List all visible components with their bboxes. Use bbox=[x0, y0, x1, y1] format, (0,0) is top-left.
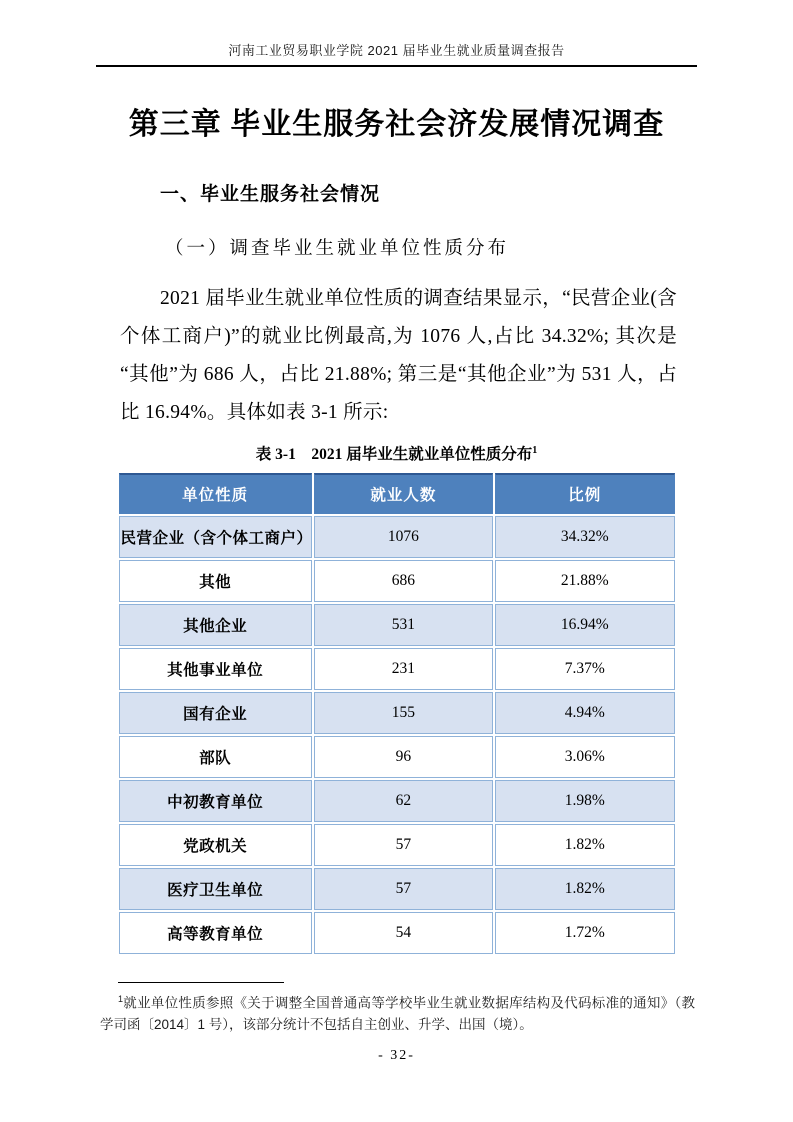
column-header-count: 就业人数 bbox=[314, 473, 493, 514]
unit-type-cell: 中初教育单位 bbox=[119, 780, 312, 822]
table-row bbox=[119, 560, 675, 602]
percentage-cell: 3.06% bbox=[495, 736, 674, 778]
count-cell: 54 bbox=[314, 912, 493, 954]
count-cell: 57 bbox=[314, 824, 493, 866]
percentage-cell: 21.88% bbox=[495, 560, 674, 602]
unit-type-cell: 其他 bbox=[119, 560, 312, 602]
count-cell: 531 bbox=[314, 604, 493, 646]
unit-type-cell: 其他企业 bbox=[119, 604, 312, 646]
table-row bbox=[119, 516, 675, 558]
count-cell: 231 bbox=[314, 648, 493, 690]
body-paragraph: 2021 届毕业生就业单位性质的调查结果显示，“民营企业(含个体工商户)”的就业比例最高,为 1076 人,占比 34.32%; 其次是“其他”为 686 人，占比 21.88%; 第三是“其他企业”为 531 人，占比 16.94%。具体如表 3-1 所示: bbox=[120, 288, 677, 423]
table-caption bbox=[96, 442, 697, 464]
unit-type-cell: 部队 bbox=[119, 736, 312, 778]
employment-unit-table bbox=[117, 471, 677, 956]
table-caption-text: 表 3-1 2021 届毕业生就业单位性质分布 bbox=[255, 446, 533, 463]
running-header bbox=[96, 0, 697, 67]
header-rule bbox=[96, 65, 697, 67]
table-row bbox=[119, 736, 675, 778]
table-body bbox=[119, 516, 675, 954]
table-row bbox=[119, 604, 675, 646]
footnote-marker: 1 bbox=[118, 994, 124, 1004]
unit-type-cell: 国有企业 bbox=[119, 692, 312, 734]
percentage-cell: 16.94% bbox=[495, 604, 674, 646]
unit-type-cell: 党政机关 bbox=[119, 824, 312, 866]
percentage-cell: 1.98% bbox=[495, 780, 674, 822]
column-header-unit-type: 单位性质 bbox=[119, 473, 312, 514]
page-number: - 32- bbox=[378, 1048, 415, 1063]
percentage-cell: 1.72% bbox=[495, 912, 674, 954]
count-cell: 155 bbox=[314, 692, 493, 734]
footnote-reference: 1 bbox=[532, 444, 538, 456]
footnote bbox=[100, 989, 695, 1036]
table-row bbox=[119, 868, 675, 910]
percentage-cell: 1.82% bbox=[495, 824, 674, 866]
table-row bbox=[119, 780, 675, 822]
table-row bbox=[119, 692, 675, 734]
section-title: 一、毕业生服务社会情况 bbox=[160, 184, 381, 205]
column-header-percentage: 比例 bbox=[495, 473, 674, 514]
unit-type-cell: 其他事业单位 bbox=[119, 648, 312, 690]
table-row bbox=[119, 912, 675, 954]
table-row bbox=[119, 824, 675, 866]
count-cell: 57 bbox=[314, 868, 493, 910]
unit-type-cell: 高等教育单位 bbox=[119, 912, 312, 954]
unit-type-cell: 民营企业（含个体工商户） bbox=[119, 516, 312, 558]
unit-type-cell: 医疗卫生单位 bbox=[119, 868, 312, 910]
table-row bbox=[119, 648, 675, 690]
percentage-cell: 7.37% bbox=[495, 648, 674, 690]
footnote-area bbox=[96, 982, 697, 1036]
subsection-title: （一）调查毕业生就业单位性质分布 bbox=[165, 239, 510, 259]
percentage-cell: 4.94% bbox=[495, 692, 674, 734]
percentage-cell: 34.32% bbox=[495, 516, 674, 558]
chapter-title: 第三章 毕业生服务社会济发展情况调查 bbox=[128, 108, 665, 141]
count-cell: 62 bbox=[314, 780, 493, 822]
footnote-rule bbox=[118, 982, 284, 983]
percentage-cell: 1.82% bbox=[495, 868, 674, 910]
running-header-text: 河南工业贸易职业学院 2021 届毕业生就业质量调查报告 bbox=[228, 43, 565, 58]
count-cell: 1076 bbox=[314, 516, 493, 558]
count-cell: 96 bbox=[314, 736, 493, 778]
footnote-text: 就业单位性质参照《关于调整全国普通高等学校毕业生就业数据库结构及代码标准的通知》（教学司函〔2014〕1 号），该部分统计不包括自主创业、升学、出国（境）。 bbox=[100, 995, 695, 1032]
count-cell: 686 bbox=[314, 560, 493, 602]
table-header-row bbox=[119, 473, 675, 514]
